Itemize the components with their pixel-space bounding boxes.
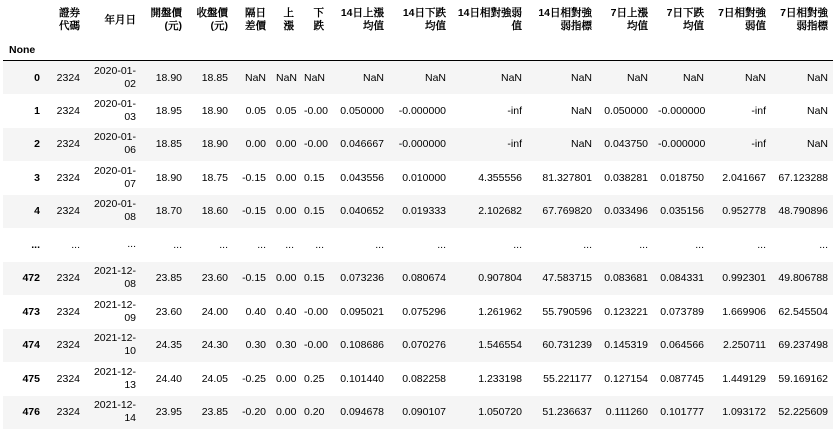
table-cell: 48.790896 <box>771 195 833 229</box>
table-cell: 2324 <box>45 161 85 195</box>
table-cell: 1.669906 <box>709 295 771 329</box>
index-name-spacer <box>85 40 141 61</box>
table-cell: 18.90 <box>187 128 233 162</box>
table-row <box>3 396 833 429</box>
table-cell: -0.00 <box>299 128 329 162</box>
table-cell: -0.20 <box>233 396 271 429</box>
table-cell: 0.30 <box>271 329 299 363</box>
row-index: 1 <box>3 94 45 128</box>
table-cell: 59.169162 <box>771 362 833 396</box>
table-cell: 0.046667 <box>329 128 389 162</box>
table-cell: 0.038281 <box>597 161 653 195</box>
table-cell: 2.102682 <box>451 195 527 229</box>
table-cell: 52.225609 <box>771 396 833 429</box>
table-cell: -0.15 <box>233 195 271 229</box>
table-row <box>3 362 833 396</box>
table-cell: 18.85 <box>141 128 187 162</box>
table-cell: 0.101777 <box>653 396 709 429</box>
table-cell: 1.546554 <box>451 329 527 363</box>
table-cell: 0.070276 <box>389 329 451 363</box>
table-cell: 49.806788 <box>771 262 833 296</box>
table-cell: ... <box>451 228 527 262</box>
index-name-spacer <box>45 40 85 61</box>
table-cell: 18.60 <box>187 195 233 229</box>
table-cell: 60.731239 <box>527 329 597 363</box>
index-name-spacer <box>709 40 771 61</box>
column-header: 14日相對強弱指標 <box>527 0 597 40</box>
index-name-spacer <box>653 40 709 61</box>
table-cell: ... <box>597 228 653 262</box>
table-cell: 67.123288 <box>771 161 833 195</box>
table-cell: 55.790596 <box>527 295 597 329</box>
table-cell: 0.00 <box>271 262 299 296</box>
table-cell: NaN <box>771 94 833 128</box>
table-cell: 0.30 <box>233 329 271 363</box>
row-index: 2 <box>3 128 45 162</box>
table-cell: 0.40 <box>271 295 299 329</box>
table-cell: 67.769820 <box>527 195 597 229</box>
column-header: 7日上漲均值 <box>597 0 653 40</box>
table-cell: 0.050000 <box>329 94 389 128</box>
table-row <box>3 295 833 329</box>
table-cell: 0.00 <box>271 195 299 229</box>
table-cell: ... <box>233 228 271 262</box>
table-cell: -0.000000 <box>653 128 709 162</box>
table-cell: 18.70 <box>141 195 187 229</box>
table-row <box>3 195 833 229</box>
table-cell: 0.20 <box>299 396 329 429</box>
table-cell: 0.00 <box>233 128 271 162</box>
table-cell: 0.40 <box>233 295 271 329</box>
row-index: 473 <box>3 295 45 329</box>
table-row <box>3 262 833 296</box>
table-cell: ... <box>653 228 709 262</box>
table-cell: 0.050000 <box>597 94 653 128</box>
row-index: 3 <box>3 161 45 195</box>
table-cell: 4.355556 <box>451 161 527 195</box>
column-header: 下跌 <box>299 0 329 40</box>
index-name-spacer <box>597 40 653 61</box>
table-cell: -inf <box>451 94 527 128</box>
table-cell: 0.033496 <box>597 195 653 229</box>
table-cell: 2324 <box>45 362 85 396</box>
table-cell: 0.094678 <box>329 396 389 429</box>
table-cell: 0.00 <box>271 161 299 195</box>
table-cell: 2020-01-03 <box>85 94 141 128</box>
table-cell: -0.15 <box>233 262 271 296</box>
table-cell: NaN <box>771 61 833 95</box>
table-cell: 0.035156 <box>653 195 709 229</box>
table-cell: 0.952778 <box>709 195 771 229</box>
table-cell: 0.00 <box>271 362 299 396</box>
table-cell: 0.087745 <box>653 362 709 396</box>
table-cell: -0.000000 <box>389 128 451 162</box>
table-cell: ... <box>329 228 389 262</box>
table-row <box>3 61 833 95</box>
dataframe-table <box>3 0 833 429</box>
table-cell: 2324 <box>45 61 85 95</box>
table-cell: 0.040652 <box>329 195 389 229</box>
column-header: 隔日差價 <box>233 0 271 40</box>
table-cell: -0.00 <box>299 94 329 128</box>
table-cell: ... <box>771 228 833 262</box>
table-cell: 24.30 <box>187 329 233 363</box>
column-header: 7日相對強弱值 <box>709 0 771 40</box>
table-cell: 1.093172 <box>709 396 771 429</box>
table-cell: 0.010000 <box>389 161 451 195</box>
table-cell: 0.018750 <box>653 161 709 195</box>
table-cell: 18.95 <box>141 94 187 128</box>
table-cell: ... <box>299 228 329 262</box>
table-cell: 18.85 <box>187 61 233 95</box>
table-cell: 0.082258 <box>389 362 451 396</box>
table-cell: 23.60 <box>141 295 187 329</box>
table-cell: 0.127154 <box>597 362 653 396</box>
table-cell: 0.907804 <box>451 262 527 296</box>
table-cell: 0.108686 <box>329 329 389 363</box>
column-header: 14日上漲均值 <box>329 0 389 40</box>
table-cell: 2021-12-10 <box>85 329 141 363</box>
table-cell: NaN <box>709 61 771 95</box>
index-name-spacer <box>389 40 451 61</box>
table-cell: 18.75 <box>187 161 233 195</box>
table-cell: 2020-01-06 <box>85 128 141 162</box>
table-cell: 0.101440 <box>329 362 389 396</box>
index-name-spacer <box>299 40 329 61</box>
table-cell: ... <box>709 228 771 262</box>
row-index: 4 <box>3 195 45 229</box>
table-cell: ... <box>527 228 597 262</box>
table-cell: ... <box>85 228 141 262</box>
table-cell: 2324 <box>45 262 85 296</box>
table-cell: 23.60 <box>187 262 233 296</box>
table-cell: -0.25 <box>233 362 271 396</box>
table-cell: 24.05 <box>187 362 233 396</box>
table-cell: 0.019333 <box>389 195 451 229</box>
table-cell: 0.084331 <box>653 262 709 296</box>
table-cell: 62.545504 <box>771 295 833 329</box>
table-cell: NaN <box>451 61 527 95</box>
table-cell: -0.15 <box>233 161 271 195</box>
table-cell: 2021-12-14 <box>85 396 141 429</box>
table-body <box>3 61 833 429</box>
table-cell: -0.00 <box>299 329 329 363</box>
table-cell: 2020-01-08 <box>85 195 141 229</box>
table-cell: 2021-12-09 <box>85 295 141 329</box>
column-header: 收盤價(元) <box>187 0 233 40</box>
table-cell: ... <box>45 228 85 262</box>
column-header: 上漲 <box>271 0 299 40</box>
table-cell: 24.35 <box>141 329 187 363</box>
table-cell: 2324 <box>45 295 85 329</box>
row-index: 474 <box>3 329 45 363</box>
index-name-spacer <box>329 40 389 61</box>
table-cell: 55.221177 <box>527 362 597 396</box>
table-cell: 2020-01-07 <box>85 161 141 195</box>
table-cell: 0.123221 <box>597 295 653 329</box>
table-cell: 23.85 <box>141 262 187 296</box>
table-cell: 0.073236 <box>329 262 389 296</box>
table-cell: NaN <box>653 61 709 95</box>
column-header: 7日相對強弱指標 <box>771 0 833 40</box>
table-cell: NaN <box>389 61 451 95</box>
table-cell: NaN <box>527 94 597 128</box>
row-index: 476 <box>3 396 45 429</box>
row-index: 475 <box>3 362 45 396</box>
index-name-spacer <box>187 40 233 61</box>
table-cell: -0.000000 <box>389 94 451 128</box>
table-cell: 0.111260 <box>597 396 653 429</box>
table-cell: -inf <box>709 94 771 128</box>
table-cell: 1.233198 <box>451 362 527 396</box>
table-cell: 2324 <box>45 195 85 229</box>
table-cell: 0.25 <box>299 362 329 396</box>
table-cell: -inf <box>451 128 527 162</box>
table-cell: 0.064566 <box>653 329 709 363</box>
table-cell: 2021-12-08 <box>85 262 141 296</box>
table-cell: NaN <box>271 61 299 95</box>
column-header: 14日相對強弱值 <box>451 0 527 40</box>
table-cell: 2324 <box>45 128 85 162</box>
table-cell: 18.90 <box>141 161 187 195</box>
table-cell: ... <box>141 228 187 262</box>
table-cell: -inf <box>709 128 771 162</box>
table-cell: 2.041667 <box>709 161 771 195</box>
index-name-row <box>3 40 833 61</box>
table-row <box>3 128 833 162</box>
table-row <box>3 161 833 195</box>
table-cell: 47.583715 <box>527 262 597 296</box>
row-index: 472 <box>3 262 45 296</box>
column-header: 7日下跌均值 <box>653 0 709 40</box>
row-index: 0 <box>3 61 45 95</box>
table-cell: 0.075296 <box>389 295 451 329</box>
table-cell: 0.043556 <box>329 161 389 195</box>
table-cell: 24.40 <box>141 362 187 396</box>
table-cell: 2021-12-13 <box>85 362 141 396</box>
table-cell: ... <box>271 228 299 262</box>
table-cell: 0.083681 <box>597 262 653 296</box>
table-cell: 0.15 <box>299 161 329 195</box>
table-cell: 1.050720 <box>451 396 527 429</box>
table-cell: 0.00 <box>271 128 299 162</box>
table-cell: NaN <box>527 61 597 95</box>
table-cell: -0.00 <box>299 295 329 329</box>
table-cell: ... <box>389 228 451 262</box>
table-cell: 23.95 <box>141 396 187 429</box>
index-name: None <box>3 40 45 61</box>
table-cell: 0.145319 <box>597 329 653 363</box>
table-cell: 0.15 <box>299 195 329 229</box>
table-cell: NaN <box>233 61 271 95</box>
table-cell: 0.992301 <box>709 262 771 296</box>
column-header: 14日下跌均值 <box>389 0 451 40</box>
index-name-spacer <box>233 40 271 61</box>
table-cell: 0.043750 <box>597 128 653 162</box>
table-cell: 0.090107 <box>389 396 451 429</box>
table-row <box>3 94 833 128</box>
index-name-spacer <box>271 40 299 61</box>
table-cell: 0.00 <box>271 396 299 429</box>
table-cell: 0.073789 <box>653 295 709 329</box>
index-name-spacer <box>141 40 187 61</box>
table-cell: 0.15 <box>299 262 329 296</box>
column-header: 年月日 <box>85 0 141 40</box>
table-cell: NaN <box>771 128 833 162</box>
table-cell: 18.90 <box>187 94 233 128</box>
table-row <box>3 329 833 363</box>
table-cell: 23.85 <box>187 396 233 429</box>
column-header: 開盤價(元) <box>141 0 187 40</box>
index-name-spacer <box>527 40 597 61</box>
column-header: 證券代碼 <box>45 0 85 40</box>
table-cell: NaN <box>597 61 653 95</box>
table-cell: 2324 <box>45 396 85 429</box>
table-cell: 69.237498 <box>771 329 833 363</box>
table-cell: 0.05 <box>271 94 299 128</box>
index-name-spacer <box>771 40 833 61</box>
table-cell: NaN <box>527 128 597 162</box>
table-cell: ... <box>187 228 233 262</box>
table-cell: 2324 <box>45 94 85 128</box>
index-header-blank <box>3 0 45 40</box>
row-index: ... <box>3 228 45 262</box>
table-cell: 2020-01-02 <box>85 61 141 95</box>
column-header-row <box>3 0 833 40</box>
table-cell: 1.261962 <box>451 295 527 329</box>
table-cell: 0.05 <box>233 94 271 128</box>
table-cell: 81.327801 <box>527 161 597 195</box>
index-name-spacer <box>451 40 527 61</box>
table-cell: 2.250711 <box>709 329 771 363</box>
table-cell: 0.080674 <box>389 262 451 296</box>
table-cell: NaN <box>329 61 389 95</box>
table-cell: -0.000000 <box>653 94 709 128</box>
ellipsis-row <box>3 228 833 262</box>
table-cell: 51.236637 <box>527 396 597 429</box>
table-cell: 0.095021 <box>329 295 389 329</box>
table-cell: 24.00 <box>187 295 233 329</box>
table-cell: 1.449129 <box>709 362 771 396</box>
table-cell: 18.90 <box>141 61 187 95</box>
table-cell: NaN <box>299 61 329 95</box>
table-cell: 2324 <box>45 329 85 363</box>
